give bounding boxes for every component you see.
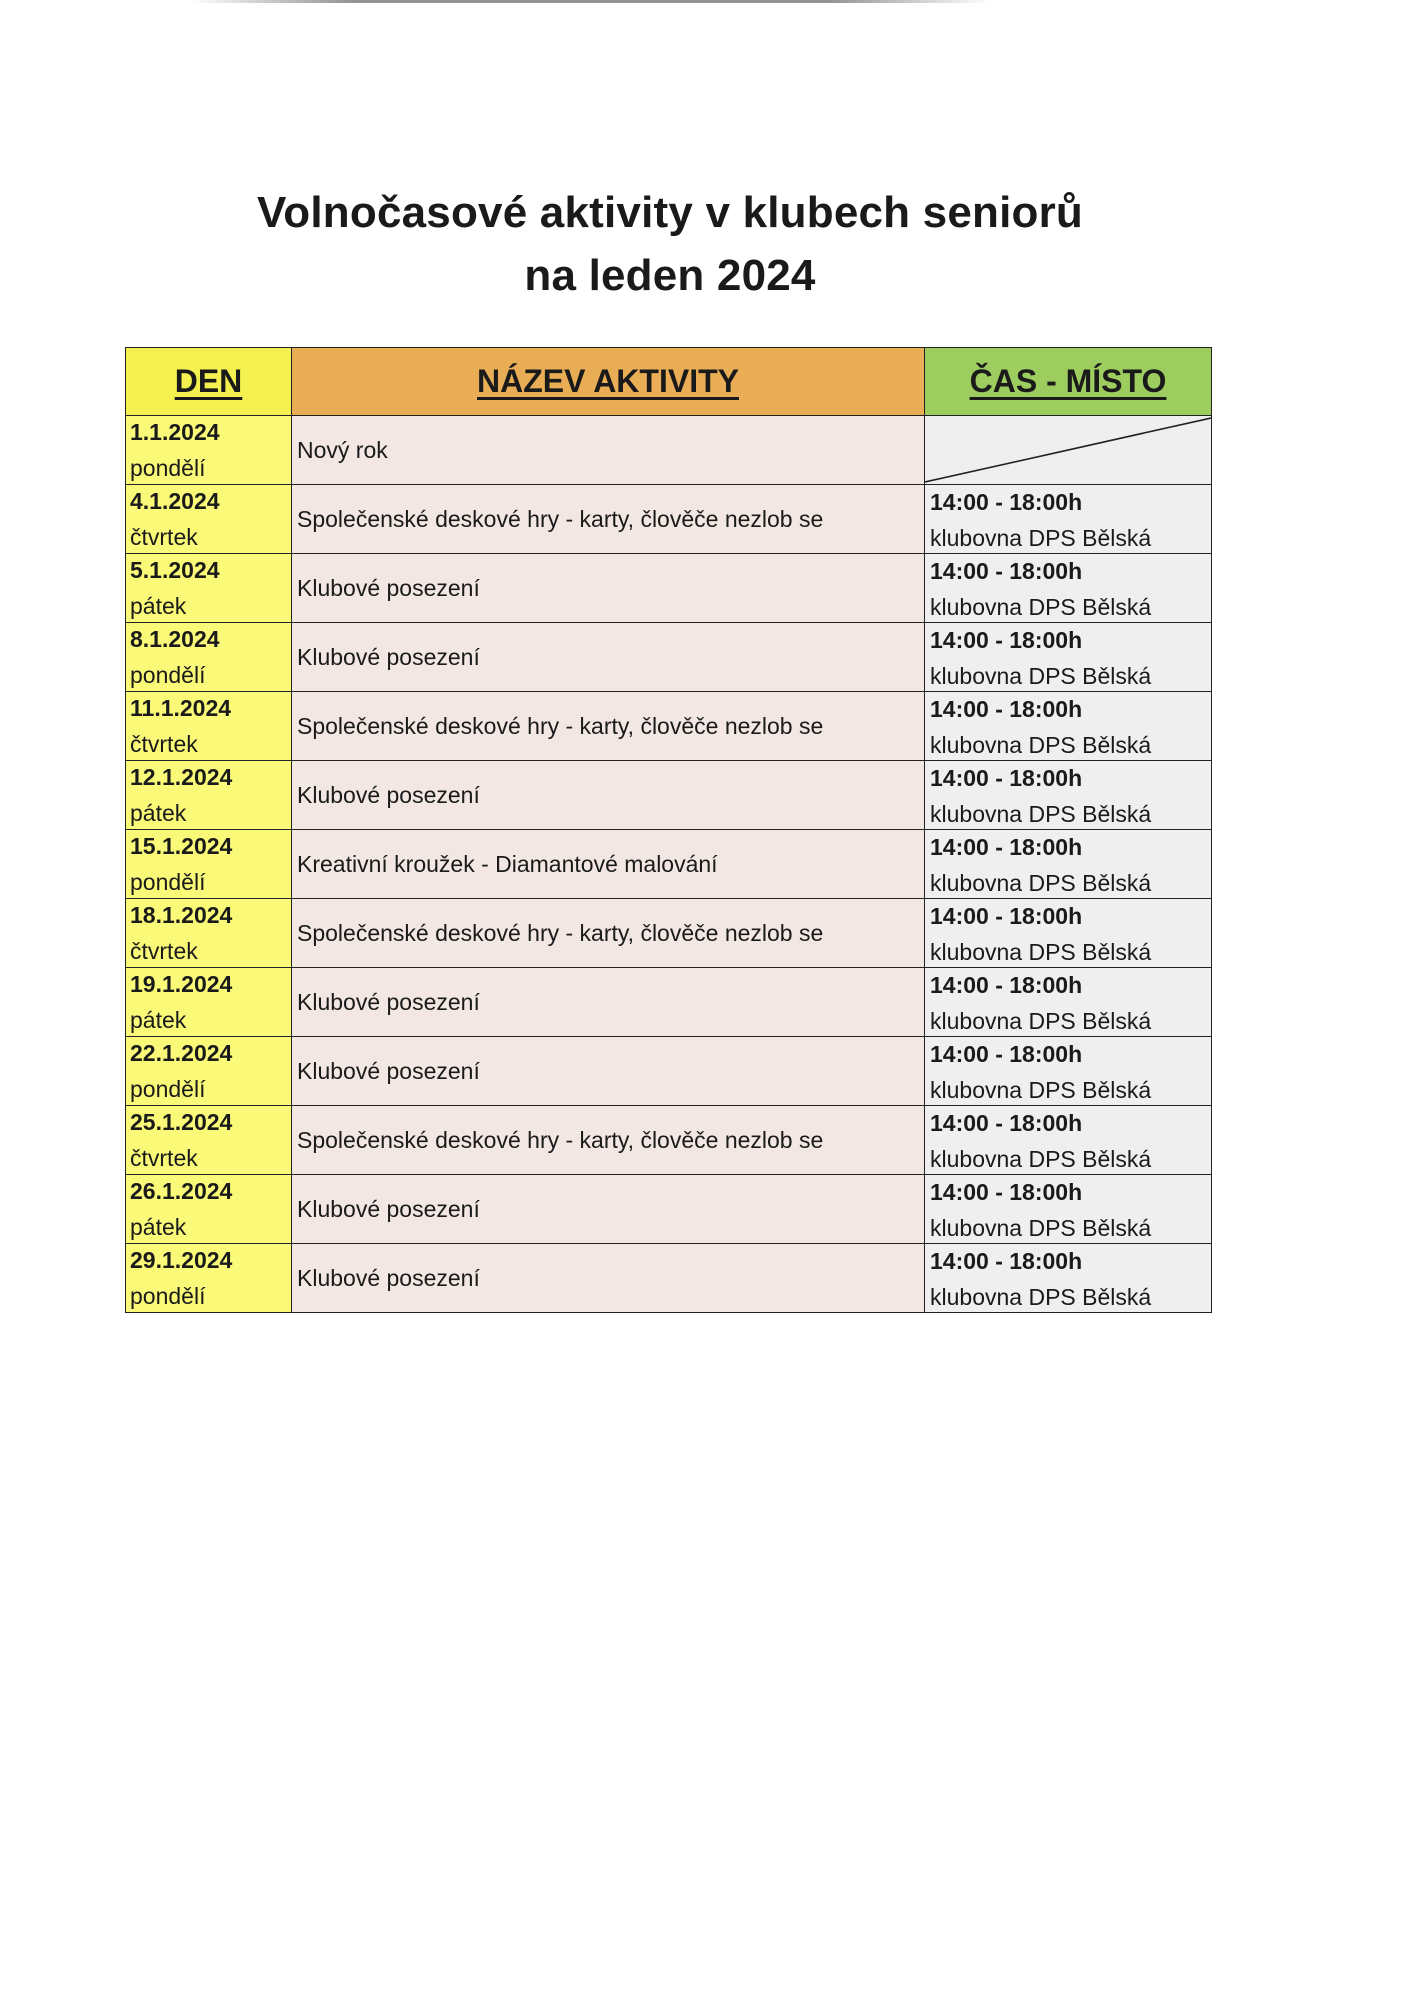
row-weekday: pondělí [130, 1076, 206, 1102]
row-activity: Společenské deskové hry - karty, člověče nezlob se [297, 713, 824, 739]
row-place: klubovna DPS Bělská [930, 663, 1152, 689]
row-date: 22.1.2024 [130, 1040, 233, 1066]
day-cell [126, 1037, 292, 1106]
activity-cell [292, 1106, 925, 1175]
row-place: klubovna DPS Bělská [930, 1146, 1152, 1172]
row-weekday: pátek [130, 800, 187, 826]
day-cell [126, 1175, 292, 1244]
activity-cell [292, 554, 925, 623]
table-row [126, 1037, 1212, 1106]
row-activity: Klubové posezení [297, 1058, 480, 1084]
day-cell [126, 554, 292, 623]
time-place-cell [925, 830, 1212, 899]
row-time: 14:00 - 18:00h [930, 696, 1083, 722]
empty-cell-diagonal [925, 416, 1211, 484]
row-activity: Klubové posezení [297, 1196, 480, 1222]
row-weekday: pondělí [130, 1283, 206, 1309]
activity-cell [292, 416, 925, 485]
table-row [126, 830, 1212, 899]
header-day: DEN [126, 348, 292, 416]
row-weekday: pondělí [130, 662, 206, 688]
day-cell [126, 623, 292, 692]
row-activity: Společenské deskové hry - karty, člověče nezlob se [297, 920, 824, 946]
row-weekday: pátek [130, 593, 187, 619]
row-activity: Společenské deskové hry - karty, člověče nezlob se [297, 1127, 824, 1153]
time-place-cell [925, 416, 1212, 485]
activity-cell [292, 968, 925, 1037]
table-row [126, 554, 1212, 623]
page-title-line-2: na leden 2024 [524, 251, 816, 300]
row-place: klubovna DPS Bělská [930, 1284, 1152, 1310]
table-row [126, 968, 1212, 1037]
day-cell [126, 416, 292, 485]
day-cell [126, 899, 292, 968]
activity-cell [292, 623, 925, 692]
day-cell [126, 830, 292, 899]
day-cell [126, 968, 292, 1037]
activity-cell [292, 485, 925, 554]
row-date: 29.1.2024 [130, 1247, 233, 1273]
activity-cell [292, 761, 925, 830]
row-activity: Společenské deskové hry - karty, člověče nezlob se [297, 506, 824, 532]
row-time: 14:00 - 18:00h [930, 558, 1083, 584]
row-place: klubovna DPS Bělská [930, 1215, 1152, 1241]
table-row [126, 692, 1212, 761]
row-time: 14:00 - 18:00h [930, 903, 1083, 929]
row-date: 26.1.2024 [130, 1178, 233, 1204]
activity-cell [292, 692, 925, 761]
time-place-cell [925, 692, 1212, 761]
day-cell [126, 1106, 292, 1175]
time-place-cell [925, 1244, 1212, 1313]
row-place: klubovna DPS Bělská [930, 525, 1152, 551]
table-row [126, 485, 1212, 554]
time-place-cell [925, 899, 1212, 968]
row-weekday: čtvrtek [130, 731, 198, 757]
row-weekday: čtvrtek [130, 1145, 198, 1171]
row-place: klubovna DPS Bělská [930, 801, 1152, 827]
time-place-cell [925, 1037, 1212, 1106]
day-cell [126, 485, 292, 554]
activity-cell [292, 830, 925, 899]
table-row [126, 1175, 1212, 1244]
header-activity: NÁZEV AKTIVITY [292, 348, 925, 416]
row-weekday: pátek [130, 1007, 187, 1033]
table-header-row [126, 348, 1212, 416]
row-time: 14:00 - 18:00h [930, 765, 1083, 791]
activity-cell [292, 1037, 925, 1106]
time-place-cell [925, 1175, 1212, 1244]
time-place-cell [925, 623, 1212, 692]
row-time: 14:00 - 18:00h [930, 627, 1083, 653]
diagonal-line [925, 418, 1211, 482]
row-place: klubovna DPS Bělská [930, 1077, 1152, 1103]
row-date: 19.1.2024 [130, 971, 233, 997]
schedule-table [125, 347, 1212, 1313]
row-date: 12.1.2024 [130, 764, 233, 790]
time-place-cell [925, 485, 1212, 554]
table-row [126, 1106, 1212, 1175]
row-time: 14:00 - 18:00h [930, 1041, 1083, 1067]
row-date: 1.1.2024 [130, 419, 220, 445]
table-row [126, 899, 1212, 968]
row-activity: Nový rok [297, 437, 388, 463]
table-row [126, 1244, 1212, 1313]
row-place: klubovna DPS Bělská [930, 594, 1152, 620]
row-activity: Klubové posezení [297, 644, 480, 670]
activity-cell [292, 1244, 925, 1313]
row-date: 25.1.2024 [130, 1109, 233, 1135]
time-place-cell [925, 761, 1212, 830]
page-title-line-1: Volnočasové aktivity v klubech seniorů [257, 188, 1083, 237]
row-weekday: čtvrtek [130, 938, 198, 964]
row-activity: Kreativní kroužek - Diamantové malování [297, 851, 718, 877]
row-place: klubovna DPS Bělská [930, 732, 1152, 758]
row-date: 11.1.2024 [130, 695, 232, 721]
row-time: 14:00 - 18:00h [930, 834, 1083, 860]
activity-cell [292, 1175, 925, 1244]
row-date: 8.1.2024 [130, 626, 220, 652]
activity-cell [292, 899, 925, 968]
row-place: klubovna DPS Bělská [930, 939, 1152, 965]
row-time: 14:00 - 18:00h [930, 1179, 1083, 1205]
scan-edge-line [190, 0, 990, 3]
table-row [126, 761, 1212, 830]
row-time: 14:00 - 18:00h [930, 489, 1083, 515]
row-date: 18.1.2024 [130, 902, 233, 928]
row-place: klubovna DPS Bělská [930, 1008, 1152, 1034]
row-date: 4.1.2024 [130, 488, 220, 514]
row-time: 14:00 - 18:00h [930, 972, 1083, 998]
row-weekday: čtvrtek [130, 524, 198, 550]
table-row [126, 623, 1212, 692]
time-place-cell [925, 554, 1212, 623]
row-activity: Klubové posezení [297, 782, 480, 808]
table-body [126, 416, 1212, 1313]
row-activity: Klubové posezení [297, 989, 480, 1015]
row-date: 5.1.2024 [130, 557, 220, 583]
row-weekday: pondělí [130, 455, 206, 481]
row-activity: Klubové posezení [297, 575, 480, 601]
row-weekday: pátek [130, 1214, 187, 1240]
day-cell [126, 761, 292, 830]
day-cell [126, 1244, 292, 1313]
row-weekday: pondělí [130, 869, 206, 895]
header-time-place: ČAS - MÍSTO [925, 348, 1212, 416]
row-place: klubovna DPS Bělská [930, 870, 1152, 896]
row-time: 14:00 - 18:00h [930, 1248, 1083, 1274]
time-place-cell [925, 1106, 1212, 1175]
row-activity: Klubové posezení [297, 1265, 480, 1291]
row-date: 15.1.2024 [130, 833, 233, 859]
time-place-cell [925, 968, 1212, 1037]
table-row [126, 416, 1212, 485]
row-time: 14:00 - 18:00h [930, 1110, 1083, 1136]
day-cell [126, 692, 292, 761]
